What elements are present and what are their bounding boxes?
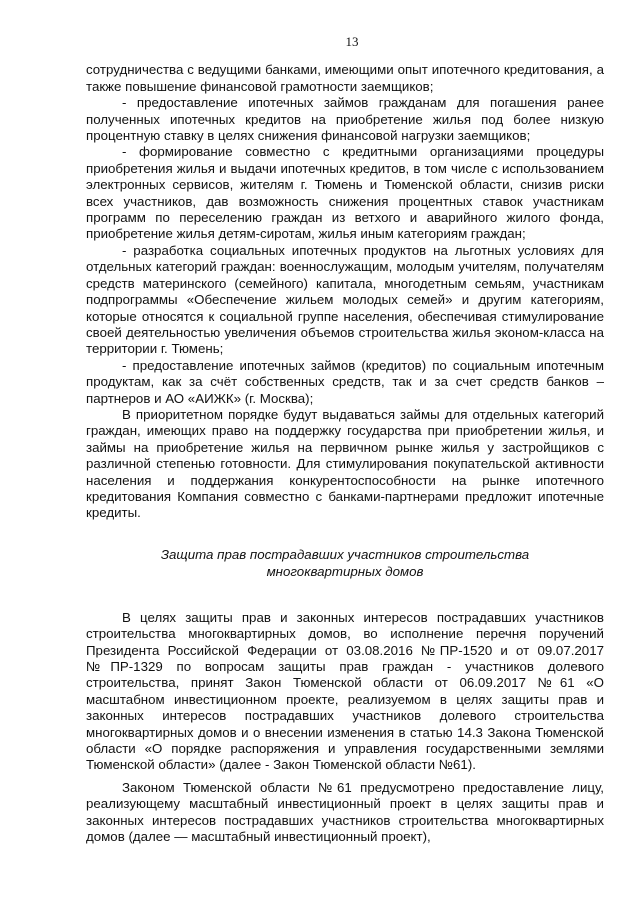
- list-item-social-products: - разработка социальных ипотечных продуктов на льготных условиях для отдельных категорий граждан: военнослужащим, молодым учителям, получателям средств материнского (семейного) капитала, многодетным семьям, участникам подпрограммы «Обеспечение жильем молодых семей» и другим категориям, которые относятся к социальной группе населения, обеспечивая стимулирование своей деятельностью увеличения объемов строительства жилья эконом-класса на территории г. Тюмень;: [86, 242, 604, 357]
- list-item-social-loans: - предоставление ипотечных займов (кредитов) по социальным ипотечным продуктам, как за счёт собственных средств, так и за счет средств банков – партнеров и АО «АИЖК» (г. Москва);: [86, 357, 604, 406]
- section-heading-line-1: Защита прав пострадавших участников строительства: [160, 546, 530, 562]
- list-item-procedures: - формирование совместно с кредитными организациями процедуры приобретения жилья и выдачи ипотечных кредитов, в том числе с использованием электронных сервисов, жителям г. Тюмень и Тюменской области, снизив риски всех участников, дав возможность снижения процентных ставок участникам программ по переселению граждан из ветхого и аварийного жилого фонда, приобретение жилья детям-сиротам, жилья иным категориям граждан;: [86, 144, 604, 242]
- section-heading: [86, 546, 604, 580]
- section-heading-line-2: многоквартирных домов: [266, 563, 424, 579]
- paragraph-priority: В приоритетном порядке будут выдаваться займы для отдельных категорий граждан, имеющих право на поддержку государства при приобретении жилья, и займы на приобретение жилья на первичном рынке жилья у застройщиков с различной степенью готовности. Для стимулирования покупательской активности населения и поддержания конкурентоспособности на рынке ипотечного кредитования Компания совместно с банками-партнерами предложит ипотечные кредиты.: [86, 406, 604, 521]
- paragraph-law-provision: Законом Тюменской области №61 предусмотрено предоставление лицу, реализующему масштабный инвестиционный проект в целях защиты прав и законных интересов пострадавших участников строительства многоквартирных домов (далее — масштабный инвестиционный проект),: [86, 779, 604, 845]
- paragraph-law-61: В целях защиты прав и законных интересов пострадавших участников строительства многоквартирных домов, во исполнение перечня поручений Президента Российской Федерации от 03.08.2016 №ПР-1520 и от 09.07.2017 №ПР-1329 по вопросам защиты прав граждан - участников долевого строительства, принят Закон Тюменской области от 06.09.2017 №61 «О масштабном инвестиционном проекте, реализуемом в целях защиты прав и законных интересов пострадавших участников долевого строительства многоквартирных домов и о внесении изменения в статью 14.3 Закона Тюменской области «О порядке распоряжения и управления государственными землями Тюменской области» (далее - Закон Тюменской области №61).: [86, 609, 604, 773]
- page-number: 13: [345, 34, 359, 49]
- list-item-refinancing: - предоставление ипотечных займов гражданам для погашения ранее полученных ипотечных кредитов на приобретение жилья под более низкую процентную ставку в целях снижения финансовой нагрузки заемщиков;: [86, 95, 604, 144]
- paragraph-continuation: сотрудничества с ведущими банками, имеющими опыт ипотечного кредитования, а также повышение финансовой грамотности заемщиков;: [86, 62, 604, 94]
